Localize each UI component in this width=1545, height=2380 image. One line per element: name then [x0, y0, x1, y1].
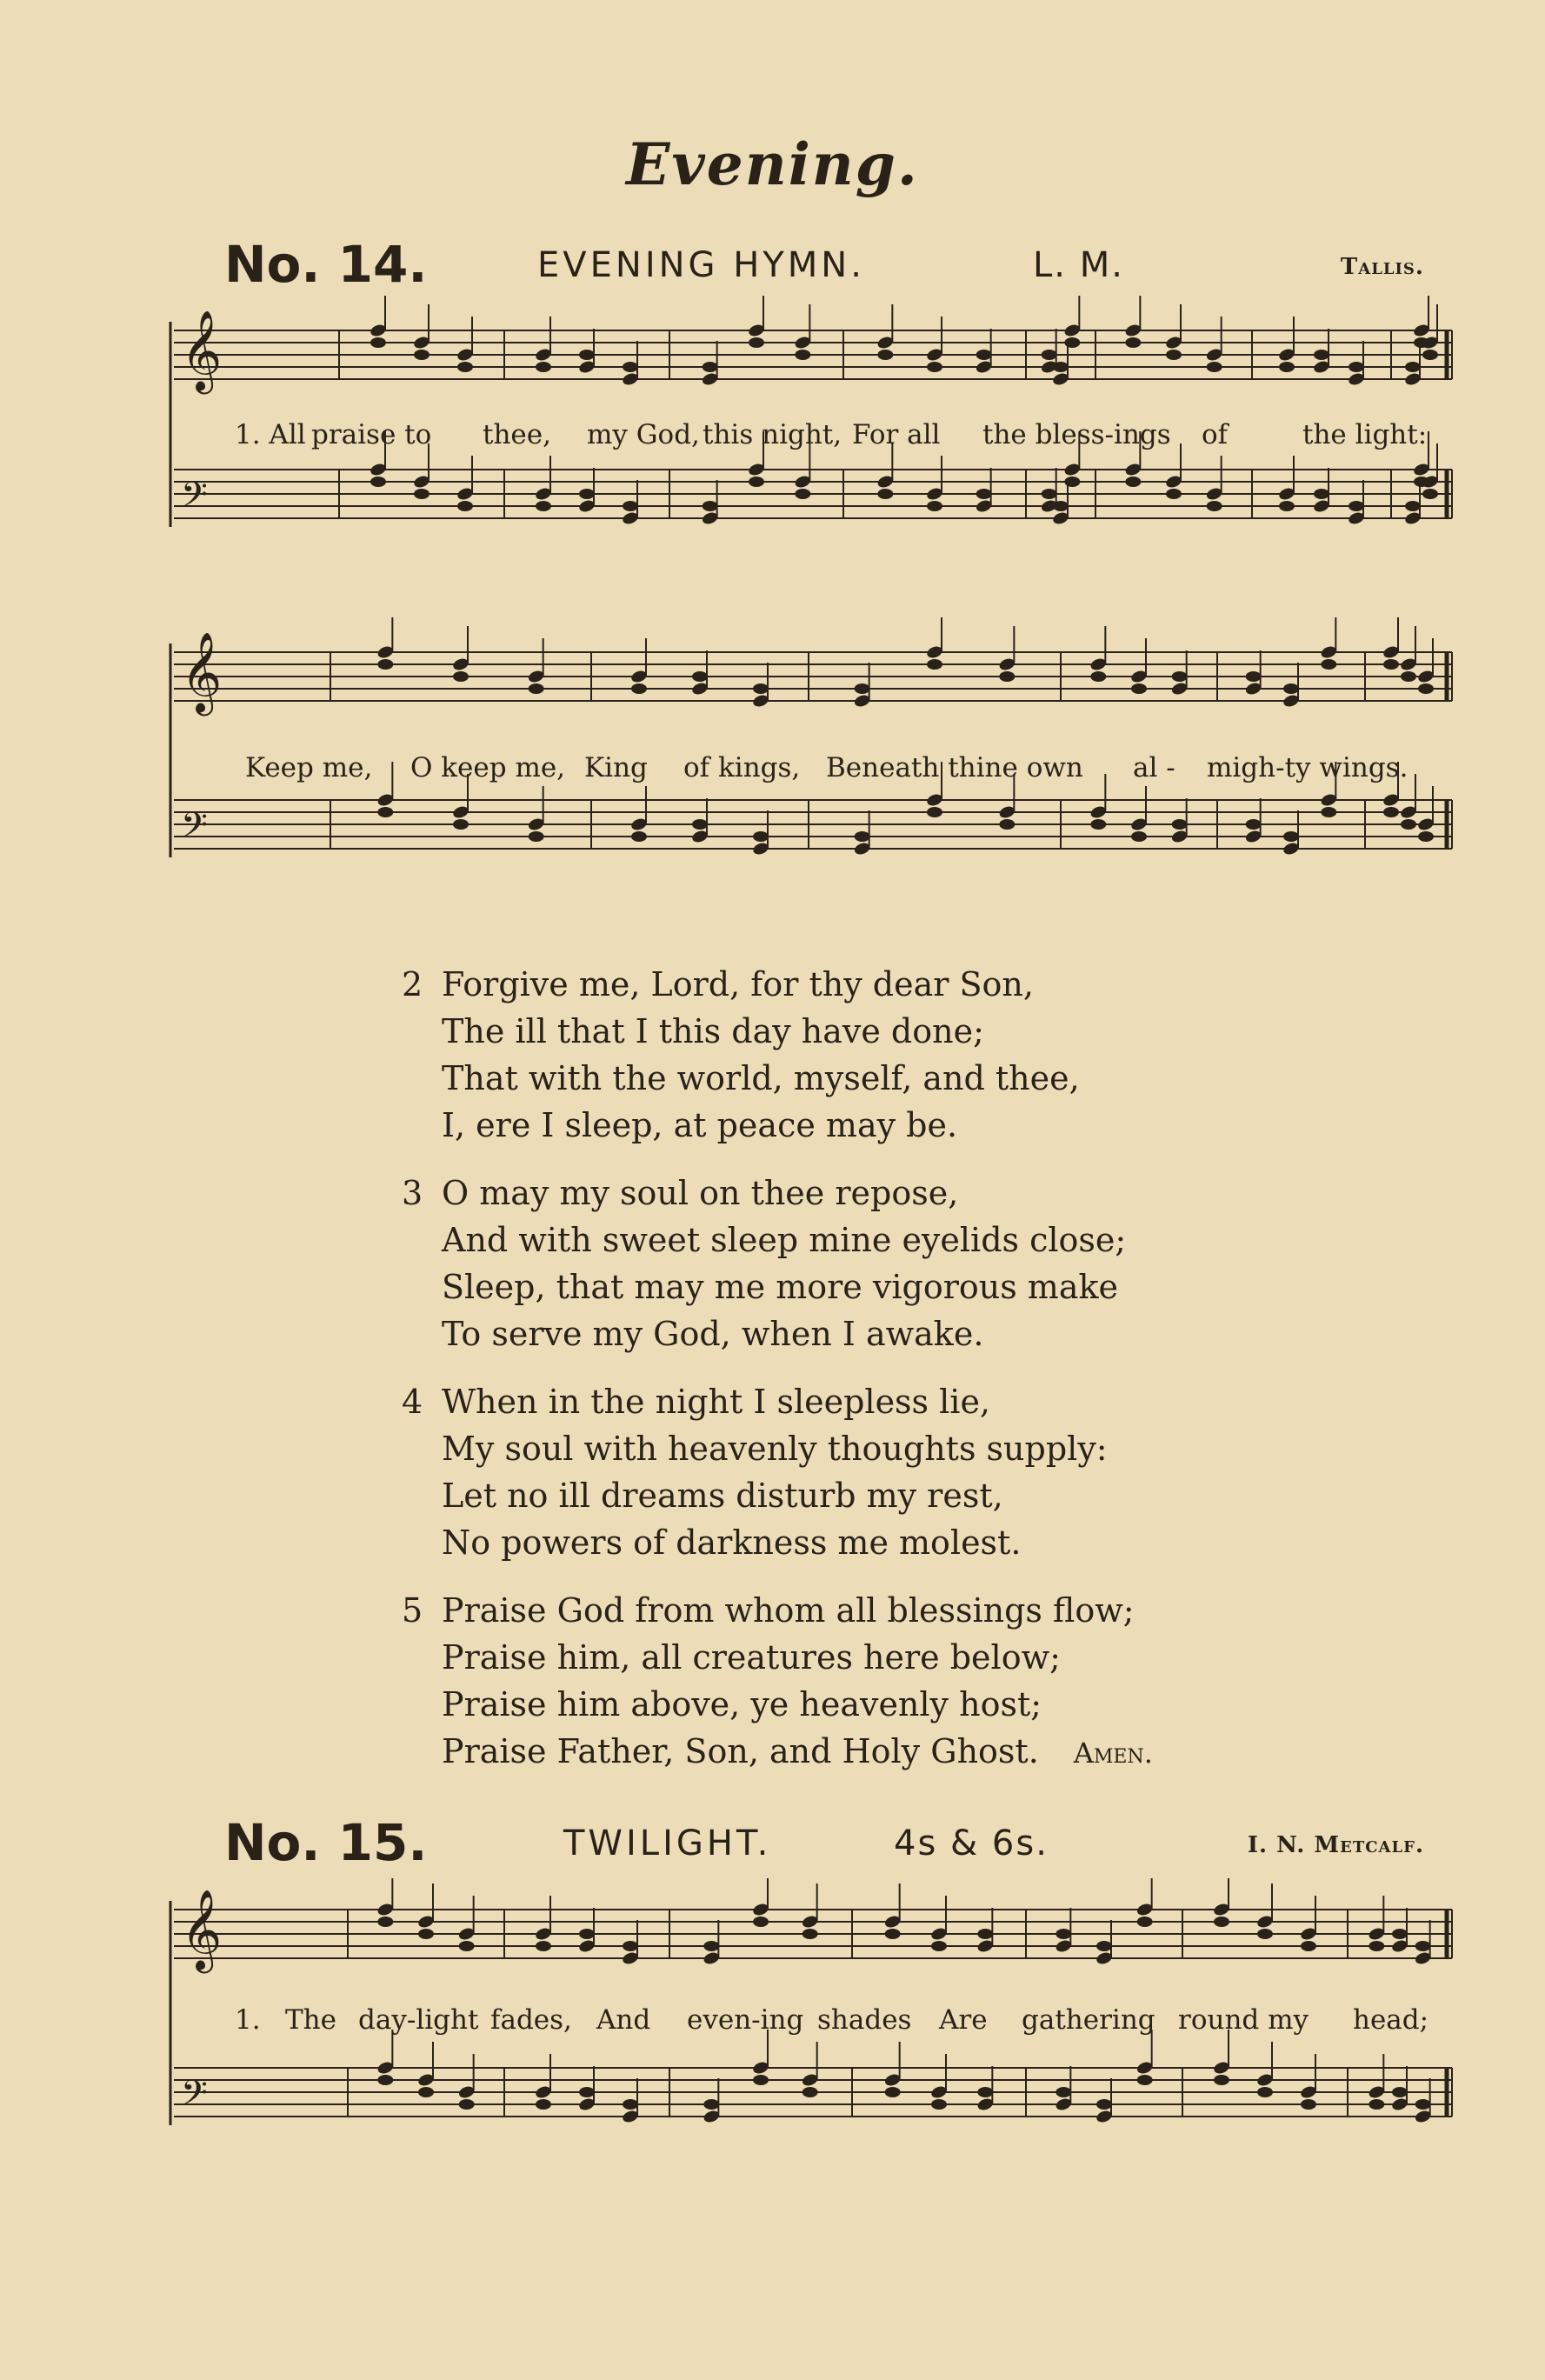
note-head-icon [453, 819, 469, 830]
note-head-icon [536, 501, 551, 511]
note-head-icon [877, 489, 893, 499]
note-head-icon [1172, 819, 1188, 830]
lyric-word: Are [939, 2004, 988, 2036]
note-head-icon [1125, 337, 1141, 348]
hymn-composer: I. N. Metcalf. [1247, 1832, 1424, 1858]
note-head-icon [536, 2099, 551, 2110]
note-head-icon [1053, 362, 1069, 372]
note-head-icon [1257, 2087, 1273, 2097]
note-head-icon [1314, 350, 1329, 360]
note-head-icon [692, 671, 708, 682]
note-head-icon [999, 671, 1015, 682]
note-head-icon [1401, 819, 1416, 830]
note-head-icon [1279, 362, 1295, 372]
music-system-1 [165, 296, 1461, 626]
note-head-icon [536, 362, 551, 372]
note-head-icon [1064, 477, 1080, 487]
verse-line: Praise him, all creatures here below; [442, 1638, 1061, 1677]
note-head-icon [1314, 489, 1329, 499]
note-head-icon [976, 350, 992, 360]
verse-line: When in the night I sleepless lie, [442, 1383, 991, 1421]
note-head-icon [459, 2099, 475, 2110]
note-head-icon [977, 1929, 993, 1939]
note-head-icon [1207, 362, 1222, 372]
note-head-icon [1392, 2087, 1408, 2097]
music-system-2 [165, 617, 1461, 939]
lyric-word: praise to [311, 419, 432, 450]
note-head-icon [885, 2087, 901, 2097]
note-head-icon [370, 337, 386, 348]
note-head-icon [1279, 501, 1295, 511]
hymn-meter: L. M. [1033, 245, 1124, 285]
note-head-icon [1418, 831, 1434, 842]
note-head-icon [753, 683, 769, 694]
note-head-icon [703, 2099, 719, 2110]
lyrics-line [165, 752, 1461, 787]
verse-line: That with the world, myself, and thee, [442, 1059, 1080, 1097]
verse-line [442, 1732, 1153, 1770]
note-head-icon [885, 1929, 901, 1939]
note-head-icon [529, 831, 544, 842]
note-head-icon [457, 362, 473, 372]
note-head-icon [579, 1929, 595, 1939]
lyric-word: thee, [483, 419, 551, 450]
lyric-word: head; [1353, 2004, 1429, 2036]
note-head-icon [414, 350, 430, 360]
verse-line-text: Praise Father, Son, and Holy Ghost. [442, 1732, 1039, 1770]
verse-number: 3 [402, 1174, 423, 1212]
note-head-icon [1096, 1941, 1112, 1951]
note-head-icon [855, 831, 870, 842]
note-head-icon [1405, 362, 1421, 372]
hymn-number: No. 14. [224, 235, 428, 294]
lyric-word: King [584, 752, 648, 783]
treble-clef-icon: 𝄞 [181, 631, 223, 712]
verse-number: 5 [402, 1591, 423, 1630]
note-head-icon [623, 501, 638, 511]
verse-3 [402, 1174, 1271, 1365]
note-head-icon [418, 1929, 434, 1939]
note-head-icon [631, 831, 647, 842]
note-head-icon [1064, 337, 1080, 348]
note-head-icon [931, 1941, 947, 1951]
note-head-icon [1283, 831, 1299, 842]
lyric-word: For all [852, 419, 941, 450]
note-head-icon [749, 337, 764, 348]
note-head-icon [457, 501, 473, 511]
verse-line: I, ere I sleep, at peace may be. [442, 1106, 958, 1144]
note-head-icon [631, 683, 647, 694]
lyric-word: Keep me, [245, 752, 373, 783]
note-head-icon [1257, 1929, 1273, 1939]
note-head-icon [795, 489, 810, 499]
note-head-icon [1056, 1929, 1071, 1939]
verse-line: And with sweet sleep mine eyelids close; [442, 1221, 1127, 1259]
verse-2 [402, 965, 1271, 1157]
note-head-icon [1405, 501, 1421, 511]
note-head-icon [802, 2087, 818, 2097]
lyric-word: round my [1178, 2004, 1309, 2036]
hymn-title: EVENING HYMN. [537, 245, 865, 285]
lyric-word: this night, [703, 419, 842, 450]
note-head-icon [1053, 501, 1069, 511]
note-head-icon [536, 1941, 551, 1951]
note-head-icon [1090, 671, 1106, 682]
hymn-number: No. 15. [224, 1813, 428, 1872]
note-head-icon [931, 2099, 947, 2110]
hymn-title: TWILIGHT. [563, 1823, 772, 1863]
note-head-icon [377, 2075, 393, 2085]
note-head-icon [1246, 819, 1262, 830]
note-head-icon [703, 362, 718, 372]
lyric-word: my God, [587, 419, 700, 450]
lyrics-line [165, 2004, 1461, 2039]
note-head-icon [414, 489, 430, 499]
music-system-3 [165, 1878, 1461, 2191]
lyric-word: of kings, [683, 752, 801, 783]
note-head-icon [579, 350, 595, 360]
note-head-icon [1369, 2099, 1384, 2110]
note-head-icon [877, 350, 893, 360]
note-head-icon [1383, 659, 1399, 670]
verse-line: Forgive me, Lord, for thy dear Son, [442, 965, 1034, 1003]
hymn-15-header [224, 1813, 1424, 1874]
note-head-icon [623, 362, 638, 372]
note-head-icon [1301, 1941, 1316, 1951]
note-head-icon [927, 501, 942, 511]
note-head-icon [1131, 831, 1147, 842]
hymn-14-header [224, 235, 1424, 296]
note-head-icon [1283, 683, 1299, 694]
note-head-icon [977, 2087, 993, 2097]
note-head-icon [855, 683, 870, 694]
note-head-icon [1392, 1929, 1408, 1939]
note-head-icon [1137, 1917, 1153, 1927]
verse-number: 4 [402, 1383, 423, 1421]
lyric-word: fades, [490, 2004, 572, 2036]
note-head-icon [1214, 2075, 1229, 2085]
verse-line: Praise God from whom all blessings flow; [442, 1591, 1135, 1630]
verse-line: My soul with heavenly thoughts supply: [442, 1430, 1108, 1468]
lyric-word: 1. [235, 2004, 261, 2036]
note-head-icon [1056, 2087, 1071, 2097]
verse-number: 2 [402, 965, 423, 1003]
bass-clef-icon: 𝄢 [181, 2073, 208, 2122]
bass-clef-icon: 𝄢 [181, 475, 208, 523]
verse-line: O may my soul on thee repose, [442, 1174, 959, 1212]
note-head-icon [623, 1941, 638, 1951]
note-head-icon [1349, 501, 1364, 511]
verse-line: Sleep, that may me more vigorous make [442, 1268, 1118, 1306]
note-head-icon [1042, 350, 1057, 360]
lyric-word: migh-ty wings. [1207, 752, 1408, 783]
lyric-word: al - [1133, 752, 1175, 783]
note-head-icon [453, 671, 469, 682]
bass-clef-icon: 𝄢 [181, 805, 208, 854]
note-head-icon [1349, 362, 1364, 372]
note-head-icon [579, 2087, 595, 2097]
lyric-word: even-ing [687, 2004, 804, 2036]
lyric-word: shades [817, 2004, 912, 2036]
treble-clef-icon: 𝄞 [181, 310, 223, 390]
lyric-word: The [285, 2004, 336, 2036]
note-head-icon [1096, 2099, 1112, 2110]
note-head-icon [753, 1917, 769, 1927]
note-head-icon [623, 2099, 638, 2110]
note-head-icon [377, 659, 393, 670]
note-head-icon [377, 1917, 393, 1927]
note-head-icon [1090, 819, 1106, 830]
note-head-icon [370, 477, 386, 487]
note-head-icon [1415, 1941, 1431, 1951]
note-head-icon [459, 1941, 475, 1951]
verse-4 [402, 1383, 1271, 1574]
note-head-icon [1369, 1941, 1384, 1951]
note-head-icon [703, 501, 718, 511]
note-head-icon [802, 1929, 818, 1939]
note-head-icon [1383, 807, 1399, 817]
note-head-icon [377, 807, 393, 817]
note-head-icon [1422, 489, 1438, 499]
note-head-icon [999, 819, 1015, 830]
note-head-icon [1172, 671, 1188, 682]
note-head-icon [1418, 683, 1434, 694]
note-head-icon [1207, 501, 1222, 511]
note-head-icon [1246, 671, 1262, 682]
amen-label: Amen. [1073, 1737, 1153, 1770]
note-head-icon [749, 477, 764, 487]
note-head-icon [579, 489, 595, 499]
hymn-meter: 4s & 6s. [894, 1823, 1049, 1863]
lyric-word: Beneath thine own [826, 752, 1083, 783]
note-head-icon [927, 807, 942, 817]
verse-line: Praise him above, ye heavenly host; [442, 1685, 1042, 1723]
verse-line: Let no ill dreams disturb my rest, [442, 1477, 1003, 1515]
treble-clef-icon: 𝄞 [181, 1889, 223, 1970]
lyric-word: the light: [1302, 419, 1428, 450]
hymn-composer: Tallis. [1340, 254, 1424, 280]
note-head-icon [1137, 2075, 1153, 2085]
note-head-icon [976, 489, 992, 499]
lyric-word: day-light [358, 2004, 479, 2036]
music-staves [165, 296, 1461, 626]
lyric-word: gathering [1022, 2004, 1155, 2036]
section-title: Evening. [626, 130, 919, 198]
note-head-icon [1401, 671, 1416, 682]
lyric-word: of [1202, 419, 1229, 450]
note-head-icon [795, 350, 810, 360]
lyric-word: 1. All [235, 419, 306, 450]
note-head-icon [1166, 350, 1182, 360]
note-head-icon [1042, 489, 1057, 499]
note-head-icon [927, 362, 942, 372]
note-head-icon [1321, 807, 1336, 817]
lyric-word: O keep me, [410, 752, 566, 783]
note-head-icon [1422, 350, 1438, 360]
note-head-icon [1131, 683, 1147, 694]
note-head-icon [692, 819, 708, 830]
verse-line: To serve my God, when I awake. [442, 1315, 984, 1353]
note-head-icon [1301, 2099, 1316, 2110]
note-head-icon [1214, 1917, 1229, 1927]
note-head-icon [1166, 489, 1182, 499]
note-head-icon [529, 683, 544, 694]
verse-line: The ill that I this day have done; [442, 1012, 984, 1050]
lyrics-line [165, 419, 1461, 454]
note-head-icon [1125, 477, 1141, 487]
note-head-icon [753, 831, 769, 842]
verse-line: No powers of darkness me molest. [442, 1523, 1022, 1562]
note-head-icon [1321, 659, 1336, 670]
verse-5 [402, 1591, 1271, 1783]
note-head-icon [1415, 2099, 1431, 2110]
note-head-icon [927, 659, 942, 670]
lyric-word: the bless-ings [982, 419, 1171, 450]
note-head-icon [703, 1941, 719, 1951]
note-head-icon [753, 2075, 769, 2085]
lyric-word: And [596, 2004, 651, 2036]
note-head-icon [418, 2087, 434, 2097]
